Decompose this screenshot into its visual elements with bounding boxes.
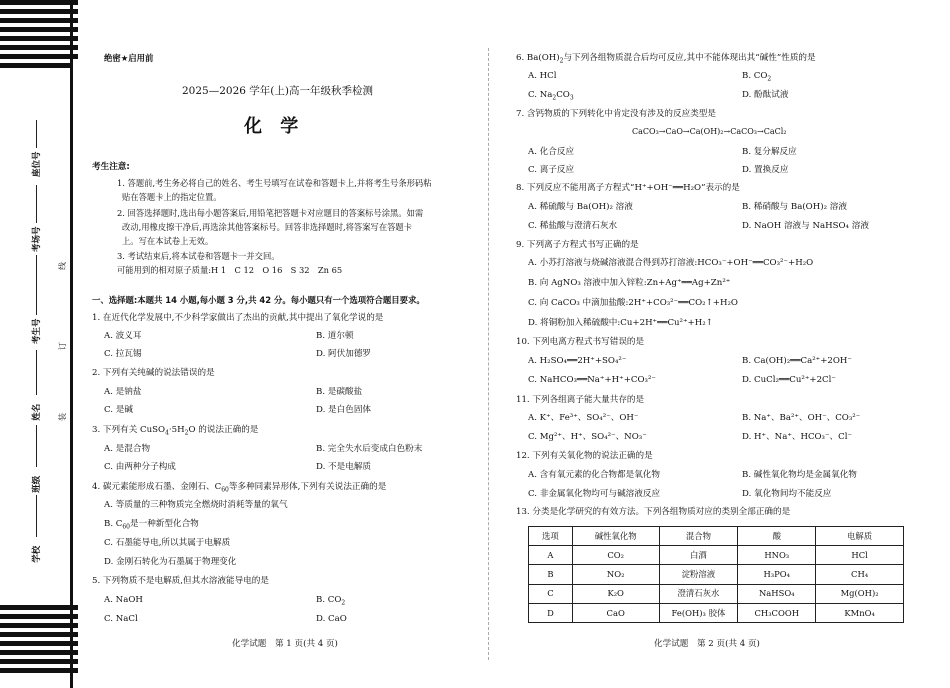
table-cell: 淀粉溶液 <box>659 565 738 584</box>
class-label: 班级 <box>31 475 42 493</box>
table-cell: HCl <box>816 546 904 565</box>
q12-option-b: B. 碱性氧化物均是金属氧化物 <box>742 470 857 480</box>
table-cell: C <box>529 584 573 603</box>
q10-option-c: C. NaHCO₃══Na⁺+H⁺+CO₃²⁻ <box>528 375 656 385</box>
q3-option-a: A. 是混合物 <box>104 444 151 454</box>
q2-option-c: C. 是碱 <box>104 405 133 415</box>
q1-option-c: C. 拉瓦锡 <box>104 349 142 359</box>
table-cell: Fe(OH)₃ 胶体 <box>659 603 738 622</box>
q4-option-d: D. 金刚石转化为石墨属于物理变化 <box>104 557 237 567</box>
q6-stem: 6. $Ba(OH)_2$与下列各组物质混合后均可反应,其中不能体现出其“碱性”性质的是 <box>516 53 816 65</box>
q6-option-a: A. HCl <box>528 71 557 81</box>
section-1-heading: 一、选择题:本题共 14 小题,每小题 3 分,共 42 分。每小题只有一个选项符合题目要求。 <box>92 295 425 305</box>
table-cell: D <box>529 603 573 622</box>
q1-option-a: A. 波义耳 <box>104 331 142 341</box>
table-header-cell: 混合物 <box>659 527 738 546</box>
atomic-masses: 可能用到的相对原子质量:H 1 C 12 O 16 S 32 Zn 65 <box>117 265 343 275</box>
table-cell: A <box>529 546 573 565</box>
bind-label: 订 <box>58 342 67 350</box>
q8-option-c: C. 稀盐酸与澄清石灰水 <box>528 221 618 231</box>
q9-stem: 9. 下列离子方程式书写正确的是 <box>516 240 639 250</box>
q11-option-c: C. Mg²⁺、H⁺、SO₄²⁻、NO₃⁻ <box>528 432 647 442</box>
q11-stem: 11. 下列各组离子能大量共存的是 <box>516 395 645 405</box>
table-row <box>529 603 904 622</box>
q8-stem: 8. 下列反应不能用离子方程式“H⁺+OH⁻══H₂O”表示的是 <box>516 183 740 193</box>
subject-title: 化 学 <box>244 116 305 137</box>
notice-title: 考生注意: <box>92 162 130 172</box>
notice-2c: 上。写在本试卷上无效。 <box>122 236 214 246</box>
q5-stem: 5. 下列物质不是电解质,但其水溶液能导电的是 <box>92 576 269 586</box>
table-cell: CH₄ <box>816 565 904 584</box>
q11-option-a: A. K⁺、Fe³⁺、SO₄²⁻、OH⁻ <box>528 413 639 423</box>
q2-stem: 2. 下列有关纯碱的说法错误的是 <box>92 368 215 378</box>
q12-option-c: C. 非金属氧化物均可与碱溶液反应 <box>528 489 661 499</box>
table-header-row <box>529 527 904 546</box>
q7-chain: CaCO₃→CaO→Ca(OH)₂→CaCO₃→CaCl₂ <box>632 127 787 136</box>
q3-option-d: D. 不是电解质 <box>316 462 372 472</box>
notice-3: 3. 考试结束后,将本试卷和答题卡一并交回。 <box>117 251 280 261</box>
table-cell: CH₃COOH <box>738 603 816 622</box>
notice-1: 1. 答题前,考生务必将自己的姓名、考生号填写在试卷和答题卡上,并将考生号条形码粘 <box>117 178 432 188</box>
confidential-mark: 绝密★启用前 <box>104 53 154 63</box>
table-cell: HNO₃ <box>738 546 816 565</box>
table-header-cell: 碱性氧化物 <box>572 527 659 546</box>
table-cell: K₂O <box>572 584 659 603</box>
q8-option-a: A. 稀硫酸与 Ba(OH)₂ 溶液 <box>528 202 633 212</box>
cut-line-label: 线 <box>58 262 67 270</box>
staple-label: 装 <box>58 413 67 421</box>
q3-option-b: B. 完全失水后变成白色粉末 <box>316 444 423 454</box>
candidate-no-label: 考生号 <box>31 318 42 345</box>
q8-option-b: B. 稀硝酸与 Ba(OH)₂ 溶液 <box>742 202 847 212</box>
q10-option-d: D. CuCl₂══Cu²⁺+2Cl⁻ <box>742 375 836 385</box>
q4-option-c: C. 石墨能导电,所以其属于电解质 <box>104 538 231 548</box>
q7-option-c: C. 离子反应 <box>528 165 575 175</box>
q5-option-b: B. $CO_2$ <box>316 595 346 607</box>
q9-option-b: B. 向 AgNO₃ 溶液中加入锌粒:Zn+Ag⁺══Ag+Zn²⁺ <box>528 278 731 288</box>
table-header-cell: 酸 <box>738 527 816 546</box>
binding-margin <box>0 0 78 688</box>
room-label: 考场号 <box>31 226 42 253</box>
table-header-cell: 选项 <box>529 527 573 546</box>
q3-option-c: C. 由两种分子构成 <box>104 462 176 472</box>
q12-stem: 12. 下列有关氧化物的说法正确的是 <box>516 451 653 461</box>
table-cell: B <box>529 565 573 584</box>
table-row <box>529 584 904 603</box>
q4-option-b: B. $C_{60}$是一种新型化合物 <box>104 519 199 531</box>
q10-option-a: A. H₂SO₄══2H⁺+SO₄²⁻ <box>528 356 627 366</box>
q12-option-d: D. 氧化物间均不能反应 <box>742 489 832 499</box>
q5-option-c: C. NaCl <box>104 614 138 624</box>
q1-option-d: D. 阿伏加德罗 <box>316 349 372 359</box>
q2-option-d: D. 是白色固体 <box>316 405 372 415</box>
q1-option-b: B. 道尔顿 <box>316 331 354 341</box>
table-row <box>529 565 904 584</box>
q9-option-d: D. 将铜粉加入稀硫酸中:Cu+2H⁺══Cu²⁺+H₂↑ <box>528 318 713 328</box>
notice-2b: 改动,用橡皮擦干净后,再选涂其他答案标号。回答非选择题时,将答案写在答题卡 <box>122 222 413 232</box>
q4-stem: 4. 碳元素能形成石墨、金刚石、$C_{60}$等多种同素异形体,下列有关说法正确的是 <box>92 482 387 494</box>
q5-option-a: A. NaOH <box>104 595 143 605</box>
q9-option-c: C. 向 CaCO₃ 中滴加盐酸:2H⁺+CO₃²⁻══CO₂↑+H₂O <box>528 298 738 308</box>
page-divider <box>488 48 489 660</box>
table-row <box>529 546 904 565</box>
table-header-cell: 电解质 <box>816 527 904 546</box>
q5-option-d: D. CaO <box>316 614 347 624</box>
q2-option-b: B. 是碳酸盐 <box>316 387 363 397</box>
q4-option-a: A. 等质量的三种物质完全燃烧时消耗等量的氧气 <box>104 500 288 510</box>
name-label: 姓名 <box>31 403 42 421</box>
q10-stem: 10. 下列电离方程式书写错误的是 <box>516 337 645 347</box>
q7-stem: 7. 含钙物质的下列转化中肯定没有涉及的反应类型是 <box>516 109 716 119</box>
table-cell: H₃PO₄ <box>738 565 816 584</box>
q1-stem: 1. 在近代化学发展中,不少科学家做出了杰出的贡献,其中提出了氧化学说的是 <box>92 313 384 323</box>
table-cell: NaHSO₄ <box>738 584 816 603</box>
q7-option-d: D. 置换反应 <box>742 165 789 175</box>
q11-option-b: B. Na⁺、Ba²⁺、OH⁻、CO₃²⁻ <box>742 413 861 423</box>
q3-stem: 3. 下列有关 $CuSO_4\cdot 5H_2O$ 的说法正确的是 <box>92 425 259 437</box>
table-cell: KMnO₄ <box>816 603 904 622</box>
footer-left: 化学试题 第 1 页(共 4 页) <box>232 639 338 649</box>
q6-option-b: B. $CO_2$ <box>742 71 772 83</box>
q6-option-d: D. 酚酞试液 <box>742 90 789 100</box>
table-cell: CO₂ <box>572 546 659 565</box>
footer-right: 化学试题 第 2 页(共 4 页) <box>654 639 760 649</box>
q12-option-a: A. 含有氧元素的化合物都是氧化物 <box>528 470 660 480</box>
table-cell: 白酒 <box>659 546 738 565</box>
q13-table <box>528 526 904 623</box>
school-label: 学校 <box>31 545 42 563</box>
q10-option-b: B. Ca(OH)₂══Ca²⁺+2OH⁻ <box>742 356 852 366</box>
table-cell: CaO <box>572 603 659 622</box>
q13-stem: 13. 分类是化学研究的有效方法。下列各组物质对应的类别全部正确的是 <box>516 507 791 517</box>
q9-option-a: A. 小苏打溶液与烧碱溶液混合得到苏打溶液:HCO₃⁻+OH⁻══CO₃²⁻+H₂O <box>528 258 814 268</box>
seat-label: 座位号 <box>31 151 42 178</box>
q11-option-d: D. H⁺、Na⁺、HCO₃⁻、Cl⁻ <box>742 432 852 442</box>
notice-2: 2. 回答选择题时,选出每小题答案后,用铅笔把答题卡对应题目的答案标号涂黑。如需 <box>117 208 424 218</box>
q7-option-a: A. 化合反应 <box>528 147 575 157</box>
exam-title: 2025—2026 学年(上)高一年级秋季检测 <box>182 85 373 97</box>
q6-option-c: C. $Na_2CO_3$ <box>528 90 574 102</box>
table-cell: NO₂ <box>572 565 659 584</box>
table-cell: 澄清石灰水 <box>659 584 738 603</box>
notice-1b: 贴在答题卡上的指定位置。 <box>122 192 222 202</box>
q8-option-d: D. NaOH 溶液与 NaHSO₄ 溶液 <box>742 221 869 231</box>
table-cell: Mg(OH)₂ <box>816 584 904 603</box>
q2-option-a: A. 是钠盐 <box>104 387 142 397</box>
q7-option-b: B. 复分解反应 <box>742 147 797 157</box>
